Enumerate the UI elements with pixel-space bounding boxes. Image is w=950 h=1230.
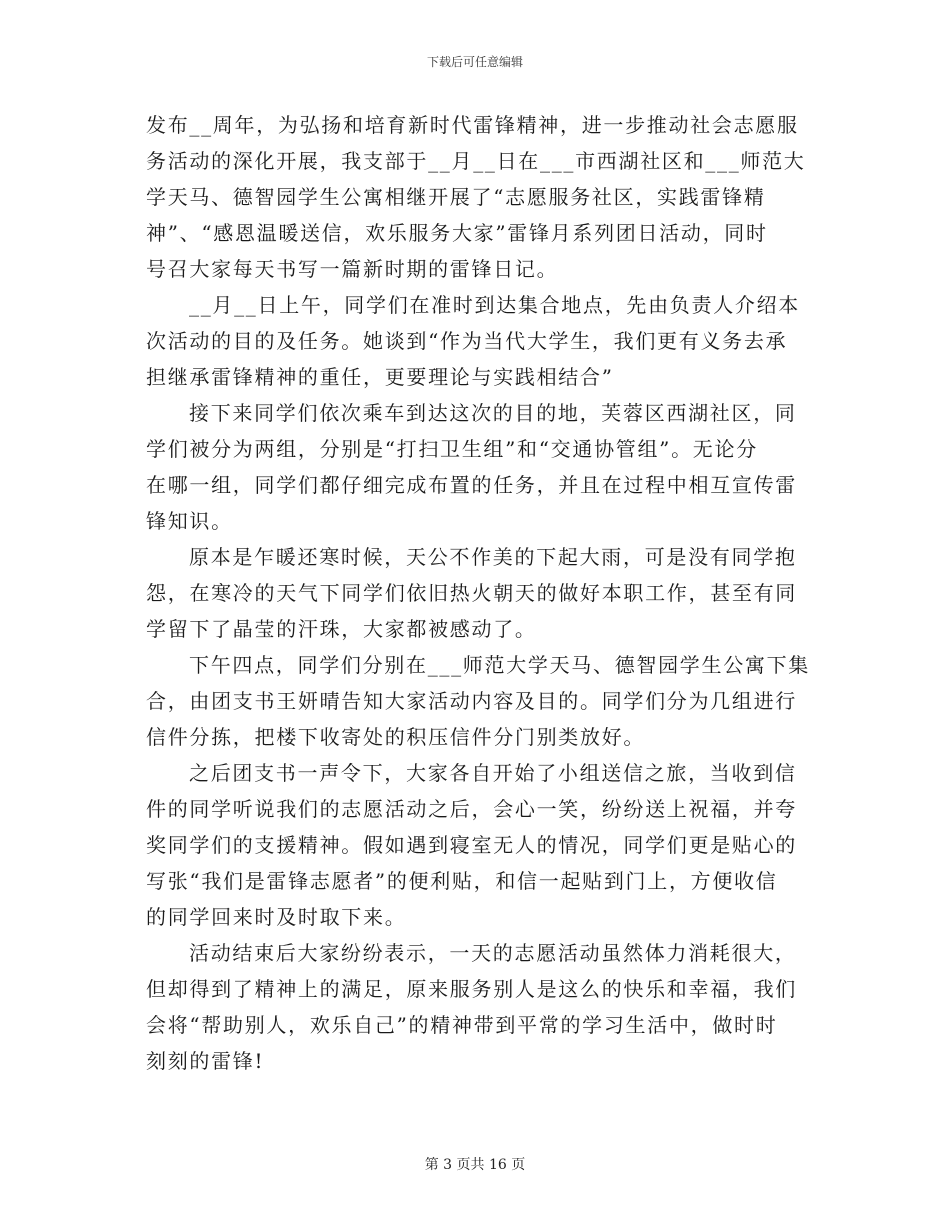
text-line: 之后团支书一声令下，大家各自开始了小组送信之旅，当收到信 xyxy=(189,761,797,785)
text-line: 会将“帮助别人，欢乐自己”的精神带到平常的学习生活中，做时时 xyxy=(146,1013,778,1037)
text-line: 怨，在寒冷的天气下同学们依旧热火朝天的做好本职工作，甚至有同 xyxy=(146,581,797,605)
text-line: 次活动的目的及任务。她谈到“作为当代大学生，我们更有义务去承 xyxy=(146,329,788,353)
text-line: 学天马、德智园学生公寓相继开展了“志愿服务社区，实践雷锋精 xyxy=(146,185,766,209)
text-line: 刻刻的雷锋! xyxy=(146,1049,265,1073)
text-line: 写张“我们是雷锋志愿者”的便利贴，和信一起贴到门上，方便收信 xyxy=(146,869,778,893)
text-line: 但却得到了精神上的满足，原来服务别人是这么的快乐和幸福，我们 xyxy=(146,977,797,1001)
paragraph-1 xyxy=(146,107,804,287)
text-line: 合，由团支书王妍晴告知大家活动内容及目的。同学们分为几组进行 xyxy=(146,689,797,713)
text-line: 在哪一组，同学们都仔细完成布置的任务，并且在过程中相互宣传雷 xyxy=(146,473,797,497)
text-line: __月__日上午，同学们在准时到达集合地点，先由负责人介绍本 xyxy=(189,293,800,317)
text-line: 信件分拣，把楼下收寄处的积压信件分门别类放好。 xyxy=(146,725,646,749)
page-number: 第 3 页共 16 页 xyxy=(424,1157,526,1173)
text-line: 学们被分为两组，分别是“打扫卫生组”和“交通协管组”。无论分 xyxy=(146,437,758,461)
text-line: 原本是乍暖还寒时候，天公不作美的下起大雨，可是没有同学抱 xyxy=(189,545,797,569)
text-line: 务活动的深化开展，我支部于__月__日在___市西湖社区和___师范大 xyxy=(146,149,806,173)
page-header: 下载后可任意编辑 xyxy=(426,55,523,69)
document-body xyxy=(146,107,810,1079)
text-line: 活动结束后大家纷纷表示，一天的志愿活动虽然体力消耗很大， xyxy=(189,941,797,965)
text-line: 件的同学听说我们的志愿活动之后，会心一笑，纷纷送上祝福，并夸 xyxy=(146,797,797,821)
text-line: 发布__周年，为弘扬和培育新时代雷锋精神，进一步推动社会志愿服 xyxy=(146,113,799,137)
paragraph-3 xyxy=(146,395,804,539)
text-line: 学留下了晶莹的汗珠，大家都被感动了。 xyxy=(146,617,537,641)
text-line: 接下来同学们依次乘车到达这次的目的地，芙蓉区西湖社区，同 xyxy=(189,401,797,425)
paragraph-6 xyxy=(146,755,804,935)
text-line: 号召大家每天书写一篇新时期的雷锋日记。 xyxy=(146,257,559,281)
text-line: 神”、“感恩温暖送信，欢乐服务大家”雷锋月系列团日活动，同时 xyxy=(146,221,768,245)
text-line: 下午四点，同学们分别在___师范大学天马、德智园学生公寓下集 xyxy=(189,653,810,677)
text-line: 的同学回来时及时取下来。 xyxy=(146,905,407,929)
paragraph-2 xyxy=(146,287,804,395)
text-line: 奖同学们的支援精神。假如遇到寝室无人的情况，同学们更是贴心的 xyxy=(146,833,797,857)
text-line: 担继承雷锋精神的重任，更要理论与实践相结合” xyxy=(146,365,614,389)
paragraph-7 xyxy=(146,935,804,1079)
paragraph-4 xyxy=(146,539,804,647)
paragraph-5 xyxy=(146,647,810,755)
text-line: 锋知识。 xyxy=(146,509,233,533)
